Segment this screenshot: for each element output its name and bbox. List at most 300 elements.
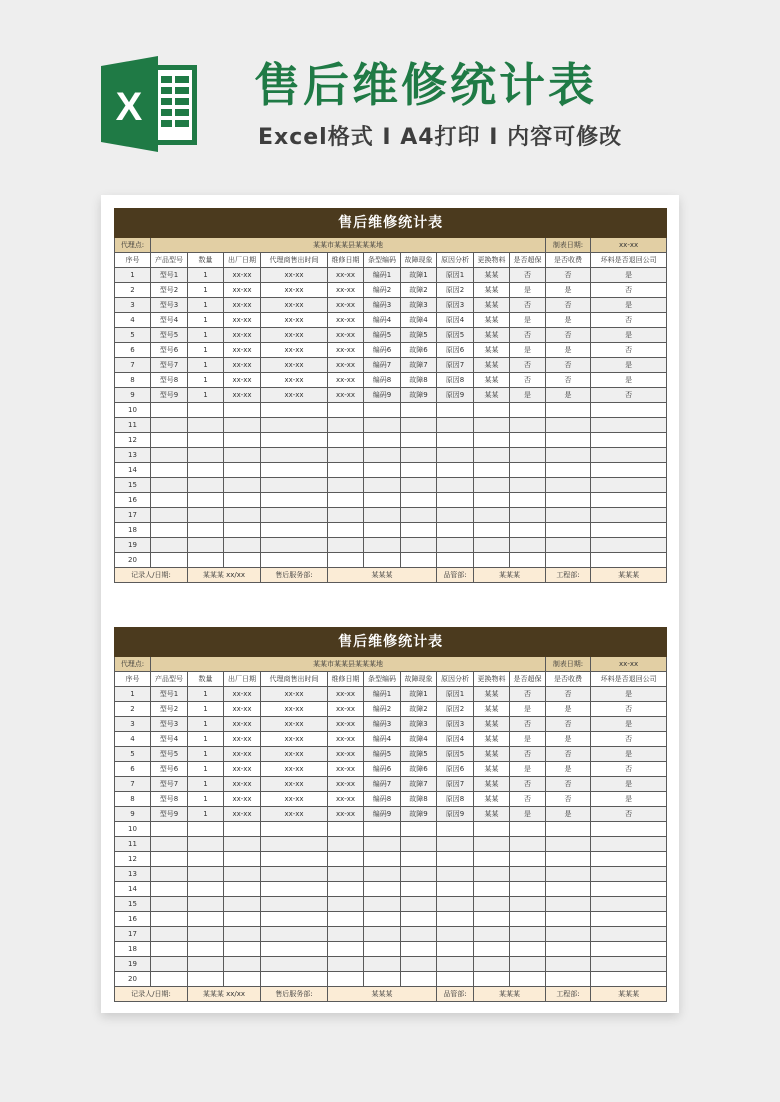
table-cell[interactable]: xx-xx <box>261 283 328 298</box>
table-cell[interactable]: xx-xx <box>328 702 364 717</box>
table-cell[interactable] <box>224 448 261 463</box>
table-cell[interactable]: 编码2 <box>364 283 401 298</box>
table-cell[interactable] <box>437 942 474 957</box>
table-cell[interactable]: 故障2 <box>401 702 437 717</box>
table-cell[interactable]: 是 <box>546 762 591 777</box>
table-cell[interactable] <box>261 403 328 418</box>
table-cell[interactable] <box>328 852 364 867</box>
table-cell[interactable]: 1 <box>188 298 224 313</box>
table-cell[interactable]: 故障3 <box>401 298 437 313</box>
table-cell[interactable] <box>401 523 437 538</box>
table-cell[interactable]: 型号6 <box>151 762 188 777</box>
table-cell[interactable]: 某某 <box>474 388 510 403</box>
table-cell[interactable]: 1 <box>188 328 224 343</box>
table-cell[interactable]: 编码8 <box>364 792 401 807</box>
table-cell[interactable] <box>474 867 510 882</box>
table-cell[interactable] <box>151 897 188 912</box>
table-cell[interactable] <box>328 972 364 987</box>
table-cell[interactable] <box>261 418 328 433</box>
table-cell[interactable] <box>328 897 364 912</box>
table-cell[interactable] <box>437 463 474 478</box>
table-cell[interactable]: 是 <box>510 343 546 358</box>
qc-value[interactable]: 某某某 <box>474 568 546 583</box>
table-cell[interactable] <box>401 912 437 927</box>
table-cell[interactable]: 型号4 <box>151 732 188 747</box>
table-cell[interactable] <box>401 433 437 448</box>
table-cell[interactable]: 是 <box>591 298 667 313</box>
table-cell[interactable]: 原因3 <box>437 298 474 313</box>
table-cell[interactable]: xx-xx <box>261 747 328 762</box>
service-value[interactable]: 某某某 <box>328 568 437 583</box>
table-cell[interactable]: 1 <box>188 747 224 762</box>
table-cell[interactable]: 编码4 <box>364 732 401 747</box>
table-cell[interactable] <box>261 478 328 493</box>
table-cell[interactable] <box>474 882 510 897</box>
table-cell[interactable]: 否 <box>510 747 546 762</box>
table-cell[interactable]: 否 <box>546 328 591 343</box>
table-cell[interactable]: 是 <box>591 358 667 373</box>
table-cell[interactable] <box>591 403 667 418</box>
table-cell[interactable] <box>591 912 667 927</box>
table-cell[interactable]: xx-xx <box>261 702 328 717</box>
table-cell[interactable] <box>474 493 510 508</box>
table-cell[interactable] <box>328 957 364 972</box>
table-cell[interactable] <box>474 942 510 957</box>
table-cell[interactable] <box>224 538 261 553</box>
table-cell[interactable] <box>188 418 224 433</box>
table-cell[interactable] <box>224 478 261 493</box>
table-cell[interactable] <box>546 523 591 538</box>
table-cell[interactable]: 1 <box>188 358 224 373</box>
table-cell[interactable] <box>151 553 188 568</box>
table-cell[interactable]: 1 <box>188 687 224 702</box>
table-cell[interactable] <box>510 867 546 882</box>
table-cell[interactable] <box>261 433 328 448</box>
table-cell[interactable] <box>151 433 188 448</box>
table-cell[interactable] <box>261 957 328 972</box>
table-cell[interactable]: 原因2 <box>437 283 474 298</box>
table-cell[interactable]: xx-xx <box>261 343 328 358</box>
table-cell[interactable] <box>546 448 591 463</box>
table-cell[interactable]: 型号5 <box>151 328 188 343</box>
table-cell[interactable]: xx-xx <box>328 762 364 777</box>
table-cell[interactable]: xx-xx <box>261 328 328 343</box>
table-cell[interactable]: 编码6 <box>364 343 401 358</box>
table-cell[interactable]: 是 <box>591 717 667 732</box>
table-cell[interactable] <box>510 927 546 942</box>
table-cell[interactable] <box>591 882 667 897</box>
table-cell[interactable]: 编码3 <box>364 298 401 313</box>
table-cell[interactable]: 1 <box>188 807 224 822</box>
table-cell[interactable]: 否 <box>546 747 591 762</box>
table-cell[interactable] <box>261 942 328 957</box>
table-cell[interactable] <box>224 418 261 433</box>
table-cell[interactable]: 型号6 <box>151 343 188 358</box>
table-cell[interactable]: 故障8 <box>401 373 437 388</box>
table-cell[interactable] <box>401 957 437 972</box>
table-cell[interactable]: 原因9 <box>437 388 474 403</box>
table-cell[interactable] <box>224 553 261 568</box>
table-cell[interactable] <box>474 972 510 987</box>
date-value[interactable]: xx-xx <box>591 238 667 253</box>
table-cell[interactable]: xx-xx <box>328 268 364 283</box>
table-cell[interactable]: 编码1 <box>364 687 401 702</box>
table-cell[interactable] <box>328 448 364 463</box>
table-cell[interactable] <box>474 463 510 478</box>
table-cell[interactable]: 是 <box>510 732 546 747</box>
table-cell[interactable]: xx-xx <box>261 388 328 403</box>
table-cell[interactable] <box>188 957 224 972</box>
table-cell[interactable] <box>364 523 401 538</box>
table-cell[interactable]: 某某 <box>474 328 510 343</box>
table-cell[interactable]: 是 <box>591 268 667 283</box>
table-cell[interactable] <box>401 463 437 478</box>
table-cell[interactable] <box>510 448 546 463</box>
table-cell[interactable]: 型号9 <box>151 388 188 403</box>
table-cell[interactable] <box>224 493 261 508</box>
table-cell[interactable]: xx-xx <box>224 702 261 717</box>
table-cell[interactable]: 型号3 <box>151 298 188 313</box>
table-cell[interactable] <box>224 897 261 912</box>
table-cell[interactable] <box>188 882 224 897</box>
table-cell[interactable] <box>591 463 667 478</box>
table-cell[interactable] <box>151 403 188 418</box>
table-cell[interactable] <box>261 882 328 897</box>
table-cell[interactable] <box>591 957 667 972</box>
table-cell[interactable] <box>261 463 328 478</box>
table-cell[interactable] <box>151 493 188 508</box>
table-cell[interactable]: 否 <box>546 373 591 388</box>
table-cell[interactable] <box>474 957 510 972</box>
table-cell[interactable] <box>188 972 224 987</box>
table-cell[interactable]: 故障6 <box>401 762 437 777</box>
table-cell[interactable] <box>364 508 401 523</box>
table-cell[interactable]: 1 <box>188 777 224 792</box>
table-cell[interactable]: xx-xx <box>328 687 364 702</box>
table-cell[interactable]: 1 <box>188 343 224 358</box>
table-cell[interactable]: 某某 <box>474 807 510 822</box>
table-cell[interactable] <box>546 867 591 882</box>
table-cell[interactable]: 故障3 <box>401 717 437 732</box>
table-cell[interactable] <box>546 852 591 867</box>
table-cell[interactable]: xx-xx <box>224 283 261 298</box>
table-cell[interactable] <box>364 822 401 837</box>
table-cell[interactable] <box>401 867 437 882</box>
table-cell[interactable] <box>437 897 474 912</box>
table-cell[interactable]: 故障1 <box>401 687 437 702</box>
table-cell[interactable]: 型号4 <box>151 313 188 328</box>
table-cell[interactable] <box>474 553 510 568</box>
table-cell[interactable]: 故障7 <box>401 777 437 792</box>
table-cell[interactable]: 原因2 <box>437 702 474 717</box>
table-cell[interactable]: 原因8 <box>437 792 474 807</box>
table-cell[interactable]: 故障6 <box>401 343 437 358</box>
table-cell[interactable]: 原因5 <box>437 747 474 762</box>
table-cell[interactable] <box>364 942 401 957</box>
table-cell[interactable]: xx-xx <box>328 807 364 822</box>
table-cell[interactable]: 原因1 <box>437 687 474 702</box>
table-cell[interactable] <box>546 882 591 897</box>
table-cell[interactable] <box>546 942 591 957</box>
eng-value[interactable]: 某某某 <box>591 987 667 1002</box>
table-cell[interactable] <box>151 508 188 523</box>
table-cell[interactable] <box>474 403 510 418</box>
table-cell[interactable] <box>261 927 328 942</box>
agent-address[interactable]: 某某市某某县某某某地 <box>151 657 546 672</box>
table-cell[interactable]: xx-xx <box>328 777 364 792</box>
table-cell[interactable] <box>151 837 188 852</box>
table-cell[interactable] <box>437 448 474 463</box>
table-cell[interactable] <box>437 478 474 493</box>
table-cell[interactable] <box>364 912 401 927</box>
table-cell[interactable]: 故障5 <box>401 328 437 343</box>
table-cell[interactable] <box>364 837 401 852</box>
table-cell[interactable] <box>546 418 591 433</box>
table-cell[interactable] <box>437 972 474 987</box>
table-cell[interactable]: 某某 <box>474 792 510 807</box>
table-cell[interactable]: xx-xx <box>224 687 261 702</box>
table-cell[interactable] <box>188 942 224 957</box>
table-cell[interactable] <box>401 927 437 942</box>
table-cell[interactable]: 否 <box>510 777 546 792</box>
table-cell[interactable]: 某某 <box>474 313 510 328</box>
table-cell[interactable] <box>510 418 546 433</box>
table-cell[interactable] <box>224 942 261 957</box>
table-cell[interactable]: 是 <box>546 343 591 358</box>
table-cell[interactable]: 编码9 <box>364 388 401 403</box>
table-cell[interactable]: 故障4 <box>401 313 437 328</box>
table-cell[interactable] <box>364 493 401 508</box>
table-cell[interactable]: 型号7 <box>151 777 188 792</box>
table-cell[interactable]: xx-xx <box>224 313 261 328</box>
table-cell[interactable] <box>401 822 437 837</box>
table-cell[interactable]: 是 <box>591 747 667 762</box>
table-cell[interactable] <box>546 957 591 972</box>
table-cell[interactable] <box>188 837 224 852</box>
table-cell[interactable]: 否 <box>510 687 546 702</box>
table-cell[interactable] <box>510 403 546 418</box>
table-cell[interactable] <box>364 867 401 882</box>
table-cell[interactable] <box>591 493 667 508</box>
table-cell[interactable]: 否 <box>591 313 667 328</box>
table-cell[interactable]: xx-xx <box>261 762 328 777</box>
table-cell[interactable] <box>401 553 437 568</box>
table-cell[interactable]: 否 <box>546 792 591 807</box>
table-cell[interactable]: xx-xx <box>224 373 261 388</box>
table-cell[interactable]: 原因1 <box>437 268 474 283</box>
table-cell[interactable]: 否 <box>510 373 546 388</box>
table-cell[interactable]: 1 <box>188 762 224 777</box>
table-cell[interactable]: 1 <box>188 732 224 747</box>
table-cell[interactable] <box>224 433 261 448</box>
table-cell[interactable]: xx-xx <box>328 283 364 298</box>
table-cell[interactable] <box>364 553 401 568</box>
table-cell[interactable]: xx-xx <box>261 313 328 328</box>
table-cell[interactable]: xx-xx <box>261 358 328 373</box>
table-cell[interactable] <box>261 897 328 912</box>
table-cell[interactable] <box>328 867 364 882</box>
table-cell[interactable] <box>437 852 474 867</box>
table-cell[interactable]: 是 <box>510 702 546 717</box>
table-cell[interactable]: 1 <box>188 283 224 298</box>
table-cell[interactable] <box>401 837 437 852</box>
table-cell[interactable] <box>510 508 546 523</box>
table-cell[interactable] <box>364 463 401 478</box>
table-cell[interactable] <box>364 927 401 942</box>
table-cell[interactable] <box>546 478 591 493</box>
table-cell[interactable] <box>188 852 224 867</box>
table-cell[interactable] <box>401 478 437 493</box>
table-cell[interactable]: 1 <box>188 388 224 403</box>
table-cell[interactable]: 型号1 <box>151 268 188 283</box>
table-cell[interactable] <box>401 448 437 463</box>
table-cell[interactable]: 故障8 <box>401 792 437 807</box>
table-cell[interactable]: 否 <box>591 732 667 747</box>
table-cell[interactable]: xx-xx <box>328 298 364 313</box>
table-cell[interactable]: 故障4 <box>401 732 437 747</box>
table-cell[interactable] <box>364 882 401 897</box>
table-cell[interactable]: 否 <box>546 717 591 732</box>
table-cell[interactable] <box>224 403 261 418</box>
table-cell[interactable]: xx-xx <box>328 313 364 328</box>
table-cell[interactable]: 是 <box>591 792 667 807</box>
table-cell[interactable] <box>328 912 364 927</box>
table-cell[interactable] <box>261 867 328 882</box>
table-cell[interactable]: xx-xx <box>328 328 364 343</box>
table-cell[interactable] <box>224 822 261 837</box>
table-cell[interactable]: 某某 <box>474 283 510 298</box>
table-cell[interactable]: 原因6 <box>437 762 474 777</box>
table-cell[interactable] <box>188 912 224 927</box>
table-cell[interactable]: 否 <box>591 807 667 822</box>
table-cell[interactable]: 否 <box>510 298 546 313</box>
table-cell[interactable] <box>591 448 667 463</box>
table-cell[interactable] <box>401 852 437 867</box>
table-cell[interactable] <box>437 493 474 508</box>
table-cell[interactable] <box>328 942 364 957</box>
table-cell[interactable] <box>188 553 224 568</box>
table-cell[interactable] <box>151 942 188 957</box>
table-cell[interactable] <box>401 508 437 523</box>
table-cell[interactable] <box>364 418 401 433</box>
table-cell[interactable]: 型号2 <box>151 702 188 717</box>
table-cell[interactable] <box>474 478 510 493</box>
table-cell[interactable] <box>364 972 401 987</box>
table-cell[interactable]: xx-xx <box>328 792 364 807</box>
service-value[interactable]: 某某某 <box>328 987 437 1002</box>
table-cell[interactable] <box>437 418 474 433</box>
table-cell[interactable] <box>437 837 474 852</box>
table-cell[interactable]: 故障5 <box>401 747 437 762</box>
table-cell[interactable] <box>328 523 364 538</box>
table-cell[interactable]: 是 <box>510 313 546 328</box>
table-cell[interactable]: 原因9 <box>437 807 474 822</box>
table-cell[interactable] <box>474 837 510 852</box>
table-cell[interactable] <box>437 957 474 972</box>
table-cell[interactable]: xx-xx <box>224 762 261 777</box>
table-cell[interactable] <box>401 418 437 433</box>
table-cell[interactable] <box>437 927 474 942</box>
table-cell[interactable]: 否 <box>591 283 667 298</box>
table-cell[interactable] <box>474 538 510 553</box>
table-cell[interactable] <box>510 433 546 448</box>
table-cell[interactable] <box>510 493 546 508</box>
table-cell[interactable] <box>364 478 401 493</box>
table-cell[interactable] <box>188 523 224 538</box>
table-cell[interactable]: 1 <box>188 702 224 717</box>
table-cell[interactable] <box>261 837 328 852</box>
eng-value[interactable]: 某某某 <box>591 568 667 583</box>
table-cell[interactable]: xx-xx <box>328 717 364 732</box>
table-cell[interactable]: xx-xx <box>224 268 261 283</box>
table-cell[interactable] <box>401 972 437 987</box>
table-cell[interactable] <box>591 523 667 538</box>
table-cell[interactable]: 是 <box>546 283 591 298</box>
table-cell[interactable] <box>474 508 510 523</box>
table-cell[interactable]: xx-xx <box>261 687 328 702</box>
table-cell[interactable] <box>510 852 546 867</box>
table-cell[interactable] <box>224 912 261 927</box>
table-cell[interactable]: 否 <box>591 702 667 717</box>
table-cell[interactable] <box>151 418 188 433</box>
table-cell[interactable]: xx-xx <box>224 328 261 343</box>
table-cell[interactable]: 原因8 <box>437 373 474 388</box>
table-cell[interactable] <box>261 553 328 568</box>
table-cell[interactable]: xx-xx <box>328 732 364 747</box>
table-cell[interactable] <box>188 403 224 418</box>
table-cell[interactable]: 编码2 <box>364 702 401 717</box>
table-cell[interactable] <box>546 538 591 553</box>
table-cell[interactable] <box>261 523 328 538</box>
table-cell[interactable] <box>510 957 546 972</box>
table-cell[interactable] <box>364 448 401 463</box>
table-cell[interactable] <box>224 852 261 867</box>
table-cell[interactable]: xx-xx <box>261 792 328 807</box>
table-cell[interactable]: xx-xx <box>261 268 328 283</box>
table-cell[interactable] <box>546 463 591 478</box>
table-cell[interactable] <box>364 957 401 972</box>
table-cell[interactable] <box>188 463 224 478</box>
table-cell[interactable]: 型号7 <box>151 358 188 373</box>
table-cell[interactable] <box>151 463 188 478</box>
table-cell[interactable]: 型号3 <box>151 717 188 732</box>
table-cell[interactable]: 编码3 <box>364 717 401 732</box>
table-cell[interactable] <box>261 538 328 553</box>
table-cell[interactable] <box>151 927 188 942</box>
table-cell[interactable] <box>474 912 510 927</box>
table-cell[interactable] <box>364 897 401 912</box>
table-cell[interactable]: 是 <box>510 807 546 822</box>
table-cell[interactable]: xx-xx <box>261 807 328 822</box>
table-cell[interactable]: 原因5 <box>437 328 474 343</box>
table-cell[interactable] <box>546 403 591 418</box>
table-cell[interactable] <box>151 867 188 882</box>
table-cell[interactable] <box>546 433 591 448</box>
table-cell[interactable] <box>437 882 474 897</box>
table-cell[interactable]: 否 <box>546 268 591 283</box>
table-cell[interactable]: 1 <box>188 717 224 732</box>
table-cell[interactable]: 是 <box>546 313 591 328</box>
table-cell[interactable] <box>401 897 437 912</box>
table-cell[interactable]: 1 <box>188 268 224 283</box>
table-cell[interactable] <box>474 852 510 867</box>
table-cell[interactable] <box>328 538 364 553</box>
table-cell[interactable]: 否 <box>510 328 546 343</box>
table-cell[interactable] <box>261 852 328 867</box>
table-cell[interactable]: 某某 <box>474 702 510 717</box>
table-cell[interactable]: 否 <box>546 777 591 792</box>
table-cell[interactable] <box>401 882 437 897</box>
